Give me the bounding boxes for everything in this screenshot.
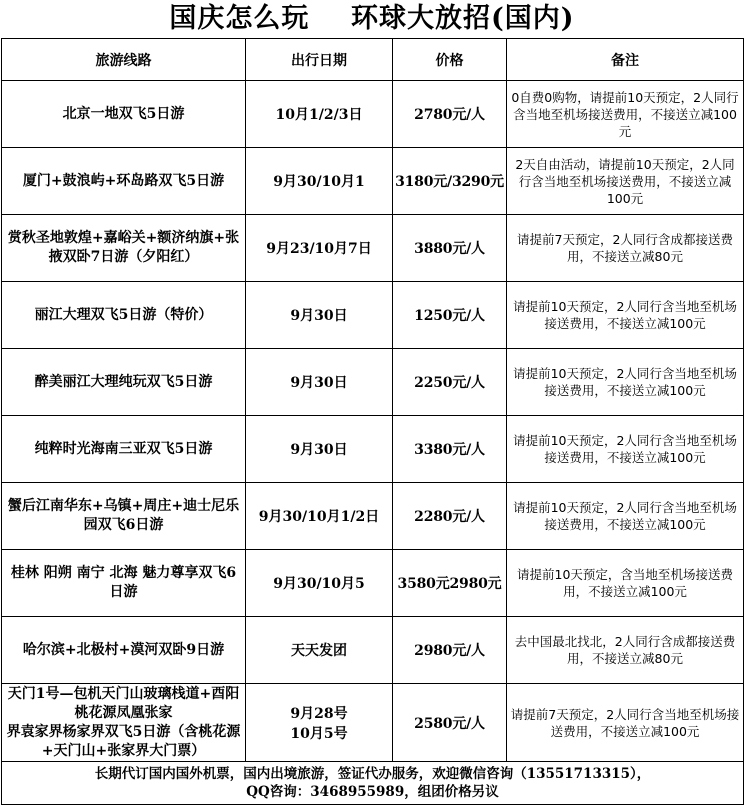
table-header-row xyxy=(2,39,744,81)
route-cell: 蟹后江南华东+乌镇+周庄+迪士尼乐园双飞6日游 xyxy=(2,483,246,550)
note-cell: 请提前7天预定，2人同行含当地至机场接送费用，不接送立减100元 xyxy=(507,684,744,762)
page-title: 国庆怎么玩 环球大放招(国内) xyxy=(169,3,575,34)
note-cell: 请提前10天预定，含当地至机场接送费用，不接送立减100元 xyxy=(507,550,744,617)
table-row xyxy=(2,550,744,617)
route-cell: 纯粹时光海南三亚双飞5日游 xyxy=(2,416,246,483)
price-cell: 3380元/人 xyxy=(393,416,507,483)
header-price: 价格 xyxy=(393,39,507,81)
price-cell: 2980元/人 xyxy=(393,617,507,684)
note-cell: 请提前10天预定，2人同行含当地至机场接送费用，不接送立减100元 xyxy=(507,416,744,483)
table-row xyxy=(2,282,744,349)
date-cell: 9月30/10月1 xyxy=(246,148,393,215)
route-cell: 赏秋圣地敦煌+嘉峪关+额济纳旗+张掖双卧7日游（夕阳红） xyxy=(2,215,246,282)
date-cell: 10月1/2/3日 xyxy=(246,81,393,148)
date-cell: 9月30日 xyxy=(246,282,393,349)
price-cell: 1250元/人 xyxy=(393,282,507,349)
price-cell: 3180元/3290元 xyxy=(393,148,507,215)
route-cell: 厦门+鼓浪屿+环岛路双飞5日游 xyxy=(2,148,246,215)
note-cell: 去中国最北找北，2人同行含成都接送费用，不接送立减80元 xyxy=(507,617,744,684)
note-cell: 请提前10天预定，2人同行含当地至机场接送费用，不接送立减100元 xyxy=(507,349,744,416)
table-row xyxy=(2,684,744,762)
note-cell: 请提前7天预定，2人同行含成都接送费用，不接送立减80元 xyxy=(507,215,744,282)
tour-table xyxy=(1,38,744,805)
price-cell: 2780元/人 xyxy=(393,81,507,148)
table-row xyxy=(2,617,744,684)
table-row xyxy=(2,215,744,282)
date-cell: 天天发团 xyxy=(246,617,393,684)
date-cell: 9月30/10月5 xyxy=(246,550,393,617)
table-row xyxy=(2,349,744,416)
table-row xyxy=(2,148,744,215)
header-note: 备注 xyxy=(507,39,744,81)
date-cell: 9月28号 10月5号 xyxy=(246,684,393,762)
price-cell: 3580元2980元 xyxy=(393,550,507,617)
table-row xyxy=(2,416,744,483)
footer-row xyxy=(2,762,744,805)
date-cell: 9月23/10月7日 xyxy=(246,215,393,282)
route-cell: 桂林 阳朔 南宁 北海 魅力尊享双飞6日游 xyxy=(2,550,246,617)
price-cell: 2250元/人 xyxy=(393,349,507,416)
header-route: 旅游线路 xyxy=(2,39,246,81)
price-cell: 3880元/人 xyxy=(393,215,507,282)
footer-cell xyxy=(2,762,744,805)
date-cell: 9月30/10月1/2日 xyxy=(246,483,393,550)
note-cell: 请提前10天预定，2人同行含当地至机场接送费用，不接送立减100元 xyxy=(507,483,744,550)
route-cell: 醉美丽江大理纯玩双飞5日游 xyxy=(2,349,246,416)
route-cell: 哈尔滨+北极村+漠河双卧9日游 xyxy=(2,617,246,684)
table-row xyxy=(2,81,744,148)
header-date: 出行日期 xyxy=(246,39,393,81)
route-cell: 天门1号—包机天门山玻璃栈道+酉阳桃花源凤凰张家 界袁家界杨家界双飞5日游（含桃花源 +天门山+张家界大门票） xyxy=(2,684,246,762)
price-cell: 2580元/人 xyxy=(393,684,507,762)
note-cell: 0自费0购物，请提前10天预定，2人同行含当地至机场接送费用，不接送立减100元 xyxy=(507,81,744,148)
price-cell: 2280元/人 xyxy=(393,483,507,550)
date-cell: 9月30日 xyxy=(246,416,393,483)
date-cell: 9月30日 xyxy=(246,349,393,416)
route-cell: 丽江大理双飞5日游（特价） xyxy=(2,282,246,349)
footer-line-1: 长期代订国内国外机票，国内出境旅游，签证代办服务，欢迎微信咨询（13551713315）， xyxy=(94,766,651,782)
footer-line-2: QQ咨询：3468955989，组团价格另议 xyxy=(246,784,499,800)
route-cell: 北京一地双飞5日游 xyxy=(2,81,246,148)
note-cell: 2天自由活动，请提前10天预定，2人同行含当地至机场接送费用，不接送立减100元 xyxy=(507,148,744,215)
note-cell: 请提前10天预定，2人同行含当地至机场接送费用，不接送立减100元 xyxy=(507,282,744,349)
table-row xyxy=(2,483,744,550)
